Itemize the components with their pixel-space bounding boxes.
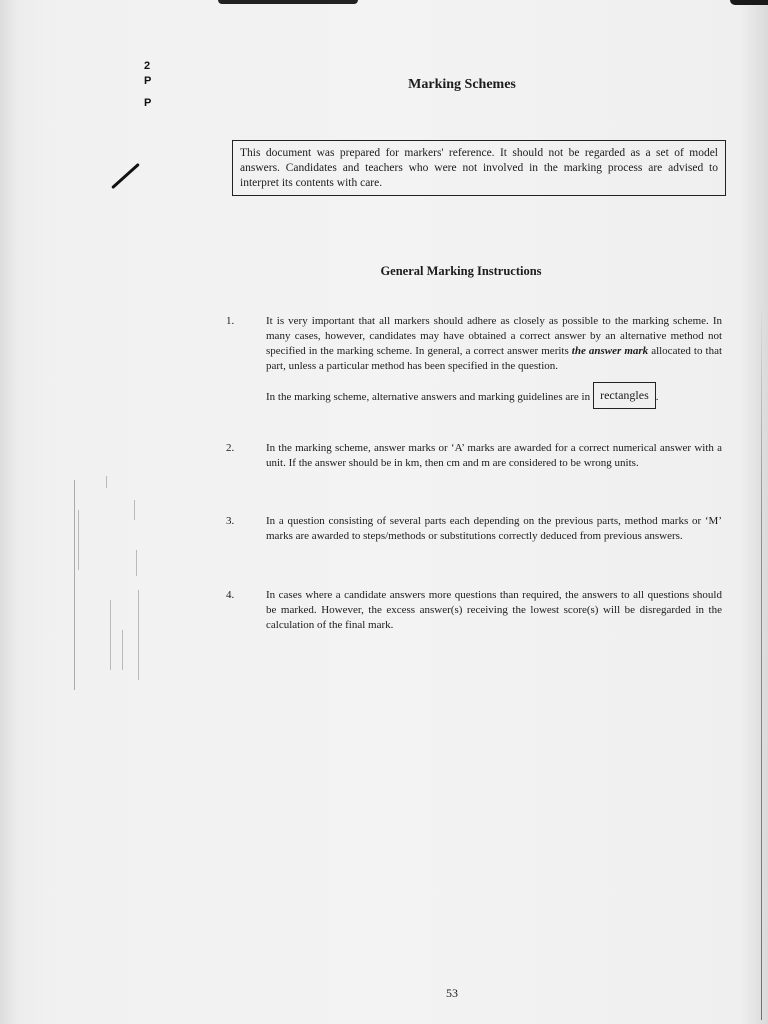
instruction-item [222, 588, 722, 633]
instruction-item [222, 314, 722, 411]
bleed-through-marks [72, 470, 152, 700]
page-title: Marking Schemes [408, 77, 516, 92]
instruction-number: 3. [226, 515, 235, 527]
instruction-text: In a question consisting of several parts each depending on the previous parts, method marks or ‘M’ marks are awarded to steps/methods or substitutions correctly deduced from previous answers. [266, 515, 722, 542]
instruction-item [222, 441, 722, 471]
instruction-number: 1. [226, 315, 235, 327]
section-heading: General Marking Instructions [380, 264, 542, 278]
margin-mark-number: 2 [144, 60, 151, 72]
instruction-text: It is very important that all markers should adhere as closely as possible to the marking scheme. In many cases, however, candidates may have obtained a correct answer by an alternative method not specified in the marking scheme. In general, a correct answer merits the answer mark allocated to that part, unless a particular method has been specified in the question. [266, 315, 723, 372]
scan-shadow [218, 0, 358, 4]
instruction-text: In the marking scheme, answer marks or ‘A’ marks are awarded for a correct numerical answer with a unit. If the answer should be in km, then cm and m are considered to be wrong units. [266, 442, 722, 469]
emphasis-text: the answer mark [571, 345, 649, 357]
page-number: 53 [446, 986, 458, 1000]
handwritten-tick-mark [111, 163, 140, 189]
scan-shadow [730, 0, 768, 5]
margin-mark-letter: P [144, 97, 152, 109]
page-edge [761, 300, 762, 1020]
instruction-number: 2. [226, 442, 235, 454]
disclaimer-box: This document was prepared for markers' reference. It should not be regarded as a set of model answers. Candidates and teachers who were not involved in the marking process are advised to interpret its contents with care. [232, 140, 726, 196]
rectangles-box: rectangles [593, 382, 656, 409]
instruction-text: In cases where a candidate answers more questions than required, the answers to all questions should be marked. However, the excess answer(s) receiving the lowest score(s) will be disregarded in the calculation of the final mark. [266, 589, 722, 631]
instruction-number: 4. [226, 589, 235, 601]
instruction-item [222, 514, 722, 544]
instruction-note: In the marking scheme, alternative answers and marking guidelines are in rectangles . [266, 384, 722, 411]
margin-mark-letter: P [144, 75, 152, 87]
